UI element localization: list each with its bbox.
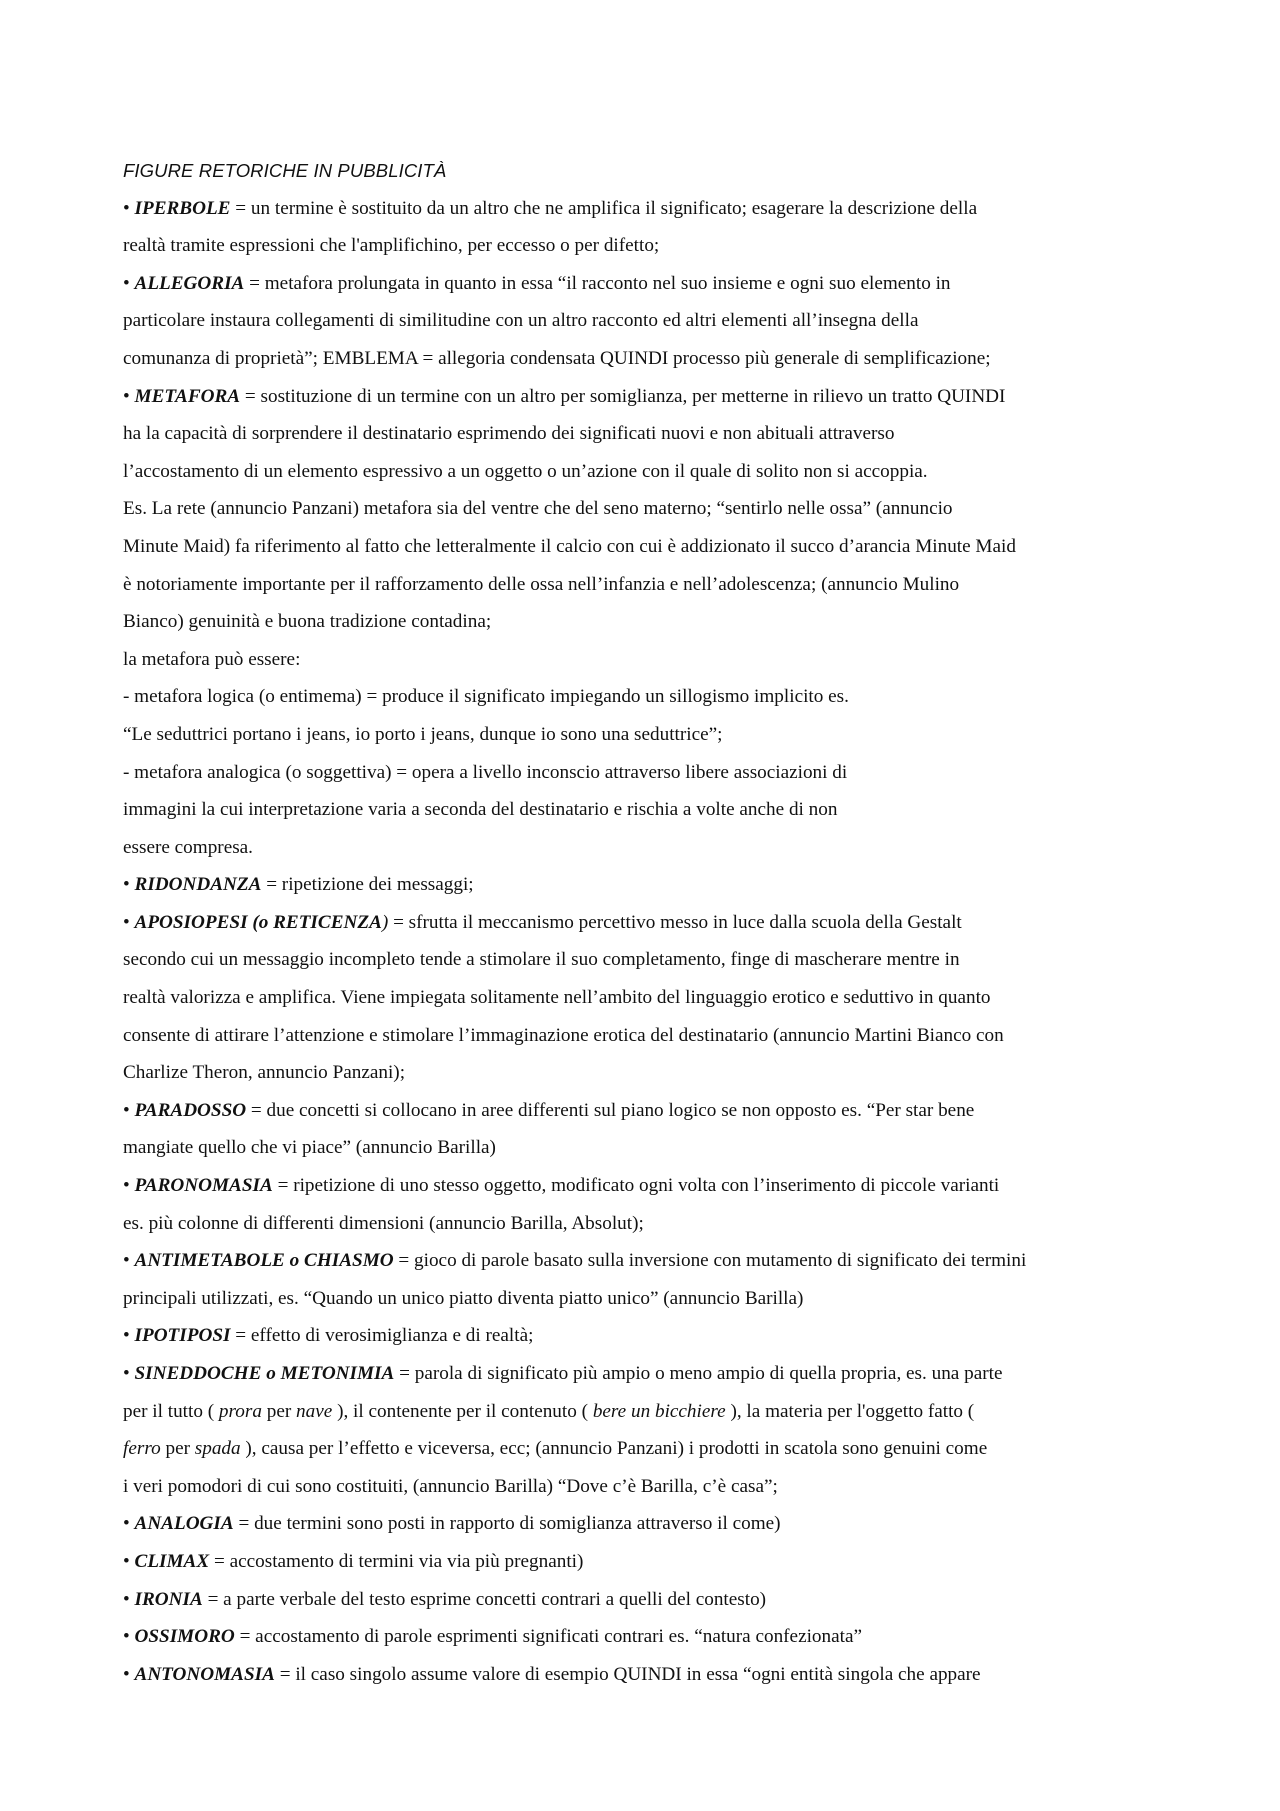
- figure-term: CLIMAX: [134, 1550, 210, 1572]
- figure-term: IPOTIPOSI: [134, 1325, 231, 1347]
- text-segment: immagini la cui interpretazione varia a seconda del destinatario e rischia a volte anche di non: [123, 799, 838, 821]
- text-line: [123, 528, 1183, 566]
- text-segment: “Le seduttrici portano i jeans, io porto i jeans, dunque io sono una seduttrice”;: [123, 723, 723, 745]
- figure-term: ANALOGIA: [134, 1513, 234, 1535]
- text-line: [123, 340, 1183, 378]
- text-segment: principali utilizzati, es. “Quando un unico piatto diventa piatto unico” (annuncio Barilla): [123, 1287, 804, 1309]
- text-segment: = accostamento di parole esprimenti significati contrari es. “natura confezionata”: [234, 1626, 862, 1648]
- text-segment: mangiate quello che vi piace” (annuncio Barilla): [123, 1137, 496, 1159]
- text-segment: Minute Maid) fa riferimento al fatto che letteralmente il calcio con cui è addizionato il succo d’arancia Minute Maid: [123, 535, 1016, 557]
- text-segment: realtà valorizza e amplifica. Viene impiegata solitamente nell’ambito del linguaggio erotico e seduttivo in quanto: [123, 987, 991, 1009]
- text-segment: bere un bicchiere: [592, 1400, 726, 1422]
- text-line: [123, 302, 1183, 340]
- text-line: [123, 678, 1183, 716]
- text-segment: •: [123, 911, 135, 933]
- figure-term: IPERBOLE: [134, 197, 231, 219]
- text-segment: = sfrutta il meccanismo percettivo messo in luce dalla scuola della Gestalt: [388, 911, 962, 933]
- text-segment: Bianco) genuinità e buona tradizione contadina;: [123, 611, 492, 633]
- text-segment: ), la materia per l'oggetto fatto (: [725, 1400, 975, 1422]
- text-segment: - metafora analogica (o soggettiva) = opera a livello inconscio attraverso libere associazioni di: [123, 761, 848, 783]
- text-line: [123, 829, 1183, 867]
- text-line: [123, 791, 1183, 829]
- text-segment: ), il contenente per il contenuto (: [332, 1400, 593, 1422]
- text-segment: - metafora logica (o entimema) = produce il significato impiegando un sillogismo implicito es.: [123, 686, 849, 708]
- text-line: [123, 979, 1183, 1017]
- text-segment: = il caso singolo assume valore di esempio QUINDI in essa “ogni entità singola che appare: [274, 1663, 981, 1685]
- text-segment: •: [123, 272, 135, 294]
- text-segment: particolare instaura collegamenti di similitudine con un altro racconto ed altri elementi all’insegna della: [123, 310, 919, 332]
- text-segment: consente di attirare l’attenzione e stimolare l’immaginazione erotica del destinatario (annuncio Martini Bianco con: [123, 1024, 1004, 1046]
- text-line: [123, 1543, 1183, 1581]
- text-line: [123, 1505, 1183, 1543]
- text-line: [123, 716, 1183, 754]
- figure-term: IRONIA: [134, 1588, 203, 1610]
- text-segment: prora: [218, 1400, 262, 1422]
- text-line: [123, 1393, 1183, 1431]
- text-line: [123, 490, 1183, 528]
- text-segment: •: [123, 1588, 135, 1610]
- figure-term: METAFORA: [134, 385, 241, 407]
- text-line: [123, 1468, 1183, 1506]
- text-segment: Es. La rete (annuncio Panzani) metafora sia del ventre che del seno materno; “sentirlo nelle ossa” (annuncio: [123, 498, 953, 520]
- text-line: [123, 1430, 1183, 1468]
- text-line: [123, 1167, 1183, 1205]
- text-line: [123, 265, 1183, 303]
- text-segment: Charlize Theron, annuncio Panzani);: [123, 1062, 406, 1084]
- figure-term: ANTONOMASIA: [134, 1663, 275, 1685]
- text-segment: = un termine è sostituito da un altro che ne amplifica il significato; esagerare la descrizione della: [230, 197, 978, 219]
- document-title: FIGURE RETORICHE IN PUBBLICITÀ: [123, 160, 447, 181]
- text-line: [123, 453, 1183, 491]
- text-line: [123, 603, 1183, 641]
- text-line: [123, 1129, 1183, 1167]
- text-line: [123, 1618, 1183, 1656]
- text-line: [123, 227, 1183, 265]
- text-line: [123, 1355, 1183, 1393]
- text-segment: ), causa per l’effetto e viceversa, ecc; (annuncio Panzani) i prodotti in scatola sono genuini come: [240, 1438, 988, 1460]
- figure-term: PARADOSSO: [134, 1099, 247, 1121]
- text-line: [123, 566, 1183, 604]
- figure-term: ALLEGORIA: [134, 272, 245, 294]
- text-line: [123, 866, 1183, 904]
- text-line: [123, 1017, 1183, 1055]
- text-segment: ): [381, 911, 389, 933]
- text-segment: = effetto di verosimiglianza e di realtà;: [230, 1325, 534, 1347]
- text-segment: realtà tramite espressioni che l'amplifichino, per eccesso o per difetto;: [123, 235, 660, 257]
- figure-term: RIDONDANZA: [134, 874, 262, 896]
- text-segment: •: [123, 1513, 135, 1535]
- document-page: [123, 152, 1183, 1693]
- text-segment: spada: [194, 1438, 241, 1460]
- text-line: [123, 904, 1183, 942]
- text-segment: = parola di significato più ampio o meno ampio di quella propria, es. una parte: [394, 1363, 1003, 1384]
- text-segment: •: [123, 1550, 135, 1572]
- text-segment: •: [123, 1250, 135, 1272]
- text-line: [123, 1054, 1183, 1092]
- text-line: [123, 378, 1183, 416]
- text-segment: la metafora può essere:: [123, 648, 301, 670]
- text-segment: = metafora prolungata in quanto in essa “il racconto nel suo insieme e ogni suo elemento in: [244, 272, 951, 294]
- text-segment: per: [160, 1438, 195, 1460]
- text-line: [123, 1280, 1183, 1318]
- text-line: [123, 415, 1183, 453]
- text-segment: •: [123, 1626, 135, 1648]
- text-line: [123, 941, 1183, 979]
- text-segment: = due termini sono posti in rapporto di somiglianza attraverso il come): [233, 1513, 781, 1535]
- text-line: [123, 1092, 1183, 1130]
- text-line: [123, 754, 1183, 792]
- figure-term: SINEDDOCHE o METONIMIA: [134, 1363, 395, 1384]
- text-segment: l’accostamento di un elemento espressivo a un oggetto o un’azione con il quale di solito non si accoppia.: [123, 460, 928, 482]
- text-line: [123, 1317, 1183, 1355]
- text-segment: •: [123, 1663, 135, 1685]
- text-line: [123, 1242, 1183, 1280]
- text-segment: i veri pomodori di cui sono costituiti, (annuncio Barilla) “Dove c’è Barilla, c’è casa”;: [123, 1475, 778, 1497]
- text-segment: = due concetti si collocano in aree differenti sul piano logico se non opposto es. “Per star bene: [246, 1099, 975, 1121]
- figure-term: ANTIMETABOLE o CHIASMO: [134, 1250, 394, 1272]
- figure-term: OSSIMORO: [134, 1626, 235, 1648]
- text-segment: es. più colonne di differenti dimensioni (annuncio Barilla, Absolut);: [123, 1212, 644, 1234]
- text-segment: •: [123, 1363, 135, 1384]
- text-segment: essere compresa.: [123, 836, 253, 858]
- text-segment: •: [123, 197, 135, 219]
- text-segment: = sostituzione di un termine con un altro per somiglianza, per metterne in rilievo un tratto QUINDI: [240, 385, 1006, 407]
- text-segment: •: [123, 874, 135, 896]
- text-segment: ha la capacità di sorprendere il destinatario esprimendo dei significati nuovi e non abituali attraverso: [123, 423, 895, 445]
- text-line: [123, 1581, 1183, 1619]
- text-segment: comunanza di proprietà”; EMBLEMA = allegoria condensata QUINDI processo più generale di semplificazione;: [123, 347, 991, 369]
- text-segment: = ripetizione di uno stesso oggetto, modificato ogni volta con l’inserimento di piccole varianti: [272, 1175, 1000, 1197]
- text-segment: •: [123, 1325, 135, 1347]
- text-segment: per: [261, 1400, 297, 1422]
- text-segment: nave: [296, 1400, 333, 1422]
- text-segment: è notoriamente importante per il rafforzamento delle ossa nell’infanzia e nell’adolescenza; (annuncio Mulino: [123, 573, 960, 595]
- text-segment: per il tutto (: [123, 1400, 219, 1422]
- text-segment: = accostamento di termini via via più pregnanti): [209, 1550, 584, 1572]
- figure-term: PARONOMASIA: [134, 1175, 273, 1197]
- figure-term: APOSIOPESI (o RETICENZA: [134, 911, 382, 933]
- text-segment: •: [123, 1175, 135, 1197]
- text-line: [123, 641, 1183, 679]
- text-segment: •: [123, 385, 135, 407]
- text-segment: •: [123, 1099, 135, 1121]
- text-segment: = a parte verbale del testo esprime concetti contrari a quelli del contesto): [202, 1588, 767, 1610]
- text-segment: secondo cui un messaggio incompleto tende a stimolare il suo completamento, finge di mascherare mentre in: [123, 949, 960, 971]
- text-line: [123, 1205, 1183, 1243]
- text-segment: ferro: [123, 1438, 161, 1460]
- text-segment: = ripetizione dei messaggi;: [261, 874, 474, 896]
- text-line: [123, 190, 1183, 228]
- text-segment: = gioco di parole basato sulla inversione con mutamento di significato dei termini: [393, 1250, 1027, 1272]
- document-body: [123, 190, 1183, 1694]
- text-line: [123, 1656, 1183, 1694]
